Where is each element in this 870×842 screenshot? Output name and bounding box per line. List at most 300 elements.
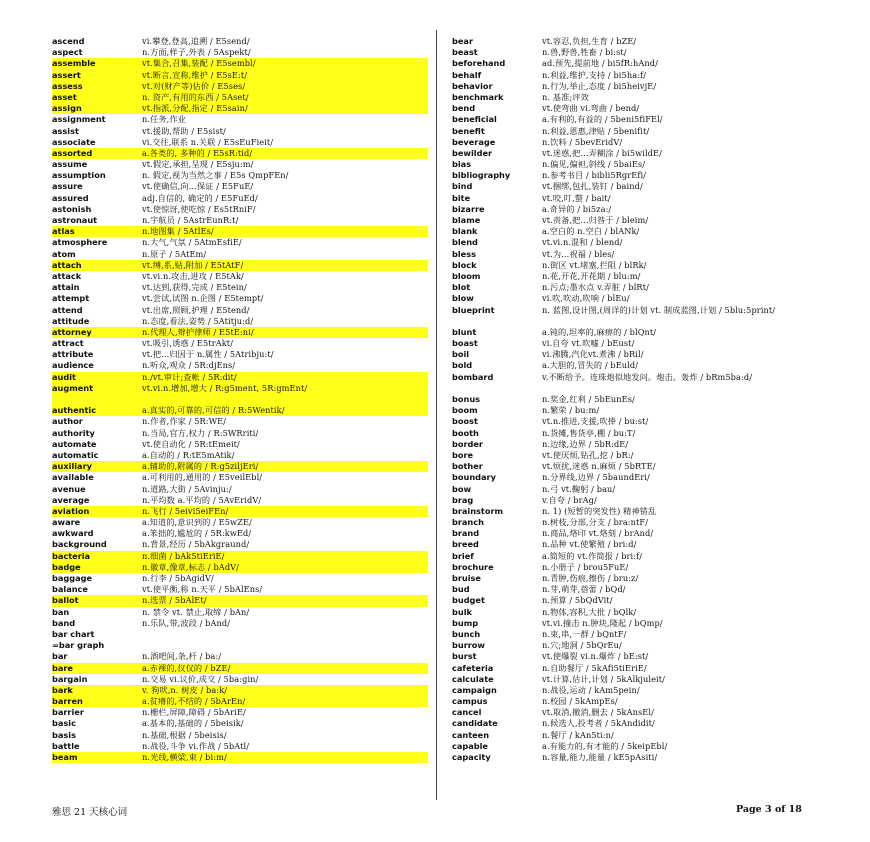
vocab-definition: vi.吹,吹动,吹响 / blEu/ xyxy=(542,293,630,304)
vocab-entry xyxy=(452,282,794,293)
vocab-word: awkward xyxy=(52,528,94,539)
vocab-definition: v.不断给予。连珠炮似地发问。炮击。轰炸 / bRm5ba:d/ xyxy=(542,371,753,382)
vocab-entry xyxy=(452,696,794,707)
vocab-definition: n.边缘,边界 / 5bR:dE/ xyxy=(542,438,629,449)
vocab-entry xyxy=(52,193,428,204)
vocab-word: barrier xyxy=(52,707,84,718)
vocab-entry xyxy=(452,58,794,69)
vocab-definition: n.品种 vt.使繁殖 / bri:d/ xyxy=(542,539,637,550)
vocab-definition: n.代理人,辩护律师 / E5tE:ni/ xyxy=(142,326,254,337)
vocab-word: attack xyxy=(52,270,82,281)
vocab-entry xyxy=(452,651,794,662)
vocab-definition: n.方面,样子,外表 / 5Aspekt/ xyxy=(142,47,251,58)
vocab-entry xyxy=(52,663,428,674)
vocab-entry xyxy=(52,159,428,170)
vocab-definition: n.徽章,像章,标志 / bAdV/ xyxy=(142,561,240,572)
vocab-word: bark xyxy=(52,684,73,695)
vocab-word: cancel xyxy=(452,707,482,718)
vocab-definition: vt.把…归因于 n.属性 / 5Atribju:t/ xyxy=(142,349,274,360)
vocab-word: assorted xyxy=(52,147,93,158)
vocab-word: blueprint xyxy=(452,304,495,315)
vocab-definition: n.货摊,售货亭,棚 / bu:T/ xyxy=(542,427,636,438)
vocab-definition: n.容量,能力,能量 / kE5pAsiti/ xyxy=(542,752,658,763)
vocab-word: background xyxy=(52,539,107,550)
vocab-definition: n.分界线,边界 / 5baundEri/ xyxy=(542,472,650,483)
vocab-definition: ad.预先,提前地 / bi5fR:hAnd/ xyxy=(542,58,659,69)
vocab-definition: n.行李 / 5bAgidV/ xyxy=(142,573,214,584)
vocab-word: bacteria xyxy=(52,550,91,561)
vocab-definition: vt.使平衡,称 n.天平 / 5bAlEns/ xyxy=(142,584,263,595)
vocab-definition: n.商品,烙印 vt.烙刻 / brAnd/ xyxy=(542,528,654,539)
vocab-word: boom xyxy=(452,405,478,416)
vocab-word: behavior xyxy=(452,80,493,91)
vocab-word: canteen xyxy=(452,729,490,740)
vocab-word: assign xyxy=(52,103,82,114)
vocab-word: brief xyxy=(452,550,474,561)
vocab-entry xyxy=(52,551,428,562)
vocab-entry xyxy=(452,484,794,495)
vocab-definition: vt.n.推进,支援,吹捧 / bu:st/ xyxy=(542,416,649,427)
vocab-word: avenue xyxy=(52,483,86,494)
vocab-word: brand xyxy=(452,528,480,539)
vocab-definition: n.偏见,偏袒,斜线 / 5baiEs/ xyxy=(542,159,646,170)
vocab-entry xyxy=(52,450,428,461)
vocab-entry xyxy=(452,562,794,573)
vocab-definition: n.候选人,投考者 / 5kAndidit/ xyxy=(542,718,655,729)
vocab-word: beam xyxy=(52,752,78,763)
vocab-entry xyxy=(452,730,794,741)
vocab-entry xyxy=(452,629,794,640)
vocab-definition: n.光线,横梁,束 / bi:m/ xyxy=(142,752,227,763)
vocab-definition: a.简短的 vt.作简报 / bri:f/ xyxy=(542,550,643,561)
vocab-definition: vt.捆绑,包扎,装钉 / baind/ xyxy=(542,181,643,192)
vocab-entry xyxy=(452,81,794,92)
vocab-entry xyxy=(52,372,428,383)
vocab-entry xyxy=(452,249,794,260)
vocab-word: bend xyxy=(452,103,476,114)
vocab-definition: n.污点;墨水点 v.弄脏 / blRt/ xyxy=(542,282,649,293)
vocab-definition: n.校园 / 5kAmpEs/ xyxy=(542,696,618,707)
vocab-word: audience xyxy=(52,360,94,371)
vocab-definition: n.花,开花,开花期 / blu:m/ xyxy=(542,270,641,281)
vocab-word: bulk xyxy=(452,606,472,617)
vocab-definition: n. 1) (短暂的突发性) 精神错乱 xyxy=(542,505,657,516)
vocab-entry xyxy=(452,338,794,349)
vocab-entry xyxy=(452,428,794,439)
vocab-word: attain xyxy=(52,282,80,293)
vocab-definition: a.大胆的,冒失的 / bEuld/ xyxy=(542,360,639,371)
vocab-word: blank xyxy=(452,226,478,237)
vocab-word: booth xyxy=(452,427,479,438)
vocab-word: assume xyxy=(52,159,88,170)
vocab-definition: n.背景,经历 / 5bAkgraund/ xyxy=(142,539,250,550)
vocab-entry xyxy=(452,47,794,58)
vocab-word: bow xyxy=(452,483,472,494)
vocab-definition: vt.集合,召集,装配 / E5sembl/ xyxy=(142,58,256,69)
vocab-word: bargain xyxy=(52,673,88,684)
vocab-definition: vt.假定,承担,呈现 / E5sju:m/ xyxy=(142,159,254,170)
vocab-definition: vt.使爆裂 vi.n.爆炸 / bE:st/ xyxy=(542,651,649,662)
vocab-entry xyxy=(452,70,794,81)
vocab-definition: vi.交往,联系 n.关联 / E5sEuFieit/ xyxy=(142,136,274,147)
vocab-entry xyxy=(452,506,794,517)
vocab-entry xyxy=(452,114,794,125)
vocab-word: attribute xyxy=(52,349,94,360)
vocab-word: beneficial xyxy=(452,114,497,125)
vocab-entry xyxy=(452,36,794,47)
vocab-entry xyxy=(52,103,428,114)
vocab-word: blend xyxy=(452,237,478,248)
vocab-word: automatic xyxy=(52,449,99,460)
vocab-entry xyxy=(52,640,428,651)
vocab-word: assess xyxy=(52,80,83,91)
vocab-word: bud xyxy=(452,584,470,595)
vocab-entry xyxy=(52,607,428,618)
vocab-word: bar xyxy=(52,651,68,662)
vocab-definition: vt.vi.撞击 n.肿块,隆起 / bQmp/ xyxy=(542,617,663,628)
vocab-word: bind xyxy=(452,181,473,192)
vocab-word: breed xyxy=(452,539,479,550)
vocab-entry xyxy=(52,148,428,159)
vocab-definition: a.有利的,有益的 / 5beni5fiFEl/ xyxy=(542,114,663,125)
vocab-definition: vt.迷惑,把…弄糊涂 / bi5wildE/ xyxy=(542,147,662,158)
vocab-entry xyxy=(452,741,794,752)
vocab-entry xyxy=(452,674,794,685)
vocab-definition: a.可利用的,通用的 / E5veilEbl/ xyxy=(142,472,263,483)
vocab-word: burst xyxy=(452,651,477,662)
vocab-word: atom xyxy=(52,248,76,259)
vocab-entry xyxy=(52,137,428,148)
vocab-definition: vi.攀登,登高,追溯 / E5send/ xyxy=(142,36,250,46)
vocab-definition: n.参考书目 / bibli5RgrEfi/ xyxy=(542,170,647,181)
vocab-word: associate xyxy=(52,136,96,147)
vocab-definition: n.饮料 / 5bevEridV/ xyxy=(542,136,623,147)
vocab-definition: n.街区 vt.堵塞,拦阻 / blRk/ xyxy=(542,259,647,270)
vocab-definition: n.青肿,伤痕,擦伤 / bru:z/ xyxy=(542,573,639,584)
vocab-word: blow xyxy=(452,293,474,304)
vocab-definition: vt.为…祝福 / bles/ xyxy=(542,248,615,259)
vocab-entry xyxy=(52,305,428,316)
vocab-entry xyxy=(452,405,794,416)
vocab-definition: n.道路,大街 / 5Avinju:/ xyxy=(142,483,232,494)
vocab-definition: vt.断言,宣称,维护 / E5sE:t/ xyxy=(142,69,248,80)
vocab-entry xyxy=(452,685,794,696)
vocab-definition: a.真实的,可靠的,可信的 / R:5Wentik/ xyxy=(142,405,285,416)
vocab-entry xyxy=(52,484,428,495)
vocab-entry xyxy=(452,618,794,629)
vocab-word: attitude xyxy=(52,315,90,326)
vocab-word: behalf xyxy=(452,69,482,80)
vocab-entry xyxy=(452,92,794,103)
vocab-entry xyxy=(52,349,428,360)
vocab-word: assemble xyxy=(52,58,96,69)
vocab-entry xyxy=(452,752,794,763)
vocab-word: auxiliary xyxy=(52,461,92,472)
vocab-word: badge xyxy=(52,561,81,572)
vocab-word: budget xyxy=(452,595,485,606)
vocab-definition: n.餐厅 / kAn5ti:n/ xyxy=(542,729,614,740)
vocab-word: band xyxy=(52,617,76,628)
vocab-word: ballot xyxy=(52,595,79,606)
vocab-entry xyxy=(52,271,428,282)
vocab-word: astonish xyxy=(52,203,92,214)
vocab-definition: n.基础,根据 / 5beisis/ xyxy=(142,729,227,740)
vocab-word: attend xyxy=(52,304,83,315)
vocab-definition: n.选票 / 5bAlEt/ xyxy=(142,595,207,606)
vocab-definition: a.基本的,基础的 / 5beisik/ xyxy=(142,718,244,729)
vocab-word: audit xyxy=(52,371,76,382)
vocab-word: balance xyxy=(52,584,88,595)
vocab-entry xyxy=(52,70,428,81)
vocab-definition: n.飞行 / 5eivi5eiFEn/ xyxy=(142,505,229,516)
vocab-entry xyxy=(452,539,794,550)
vocab-definition: n.地图集 / 5AtlEs/ xyxy=(142,226,214,237)
vocab-word: branch xyxy=(452,517,484,528)
vocab-definition: n.交易 vi.议价,成交 / 5ba:gin/ xyxy=(142,673,259,684)
vocab-definition: n. 资产,有用的东西 / 5Aset/ xyxy=(142,91,249,102)
vocab-word: bloom xyxy=(452,270,481,281)
vocab-definition: vt.使厌烦,钻孔,挖 / bR:/ xyxy=(542,449,634,460)
column-divider xyxy=(436,30,437,800)
vocab-word: augment xyxy=(52,382,94,393)
vocab-word: blot xyxy=(452,282,471,293)
vocab-entry xyxy=(452,439,794,450)
vocab-definition: n.听众,观众 / 5R:djEns/ xyxy=(142,360,236,371)
vocab-definition: vt.缚,系,贴,附加 / E5tAtF/ xyxy=(142,259,244,270)
vocab-entry xyxy=(52,126,428,137)
vocab-word: boundary xyxy=(452,472,496,483)
vocab-definition: n.穴;地洞 / 5bQrEu/ xyxy=(542,640,622,651)
vocab-word: brainstorm xyxy=(452,505,504,516)
vocab-entry xyxy=(452,450,794,461)
vocab-definition: n.乐队,带,波段 / bAnd/ xyxy=(142,617,231,628)
vocab-word: bless xyxy=(452,248,476,259)
vocab-word: boast xyxy=(452,338,478,349)
vocab-entry xyxy=(52,327,428,338)
vocab-definition: n./vt.审计;查帐 / 5R:dit/ xyxy=(142,371,237,382)
vocab-definition: n.自助餐厅 / 5kAfi5tiEriE/ xyxy=(542,662,647,673)
vocab-entry xyxy=(52,226,428,237)
vocab-definition: n.当局,官方,权力 / R:5WRriti/ xyxy=(142,427,259,438)
vocab-entry xyxy=(52,405,428,416)
vocab-entry xyxy=(52,651,428,662)
vocab-word: border xyxy=(452,438,483,449)
vocab-word: assert xyxy=(52,69,81,80)
vocab-entry xyxy=(52,58,428,69)
vocab-definition: n.奖金,红利 / 5bEunEs/ xyxy=(542,394,635,405)
vocab-word: burrow xyxy=(452,640,485,651)
vocab-word: ascend xyxy=(52,36,85,46)
page-number: Page 3 of 18 xyxy=(736,804,802,815)
vocab-entry xyxy=(452,663,794,674)
vocab-entry xyxy=(52,181,428,192)
vocab-word: author xyxy=(52,416,83,427)
vocab-definition: vt.使弯曲 vi.弯曲 / bend/ xyxy=(542,103,640,114)
vocab-definition: n.战役,运动 / kAm5pein/ xyxy=(542,684,640,695)
vocab-entry xyxy=(52,685,428,696)
vocab-entry xyxy=(452,305,794,327)
vocab-word: aware xyxy=(52,517,81,528)
vocab-definition: vt.出席,照顾,护理 / E5tend/ xyxy=(142,304,250,315)
vocab-definition: vt.达到,获得,完成 / E5tein/ xyxy=(142,282,247,293)
vocab-entry xyxy=(452,181,794,192)
vocab-word: automate xyxy=(52,438,97,449)
vocab-entry xyxy=(452,237,794,248)
vocab-word: blunt xyxy=(452,326,477,337)
vocab-definition: n.兽,野兽,牲畜 / bi:st/ xyxy=(542,47,627,58)
vocab-definition: n.态度,看法,姿势 / 5Atitju:d/ xyxy=(142,315,254,326)
vocab-entry xyxy=(52,383,428,405)
vocab-word: campus xyxy=(452,696,488,707)
vocab-word: block xyxy=(452,259,477,270)
vocab-definition: vt.指派,分配,指定 / E5sain/ xyxy=(142,103,248,114)
vocab-entry xyxy=(452,193,794,204)
vocab-definition: n.栅栏,屏障,障碍 / 5bAriE/ xyxy=(142,707,246,718)
vocab-entry xyxy=(52,472,428,483)
vocab-definition: n. 基准;评效 xyxy=(542,91,589,102)
vocab-word: =bar graph xyxy=(52,640,105,651)
vocab-word: bear xyxy=(452,36,473,46)
vocab-word: bar chart xyxy=(52,628,95,639)
vocab-entry xyxy=(52,92,428,103)
vocab-entry xyxy=(52,439,428,450)
vocab-word: bore xyxy=(452,449,474,460)
vocab-word: calculate xyxy=(452,673,494,684)
vocab-entry xyxy=(52,528,428,539)
vocab-entry xyxy=(452,159,794,170)
vocab-word: benchmark xyxy=(452,91,504,102)
vocab-entry xyxy=(52,204,428,215)
vocab-word: attract xyxy=(52,338,84,349)
vocab-definition: vt.vi.n.增加,增大 / R:g5ment, 5R:gmEnt/ xyxy=(142,382,308,393)
vocab-entry xyxy=(52,260,428,271)
vocab-definition: a.钝的,坦率的,麻痹的 / blQnt/ xyxy=(542,326,657,337)
vocab-word: assure xyxy=(52,181,83,192)
vocab-entry xyxy=(52,517,428,528)
vocab-entry xyxy=(452,103,794,114)
vocab-entry xyxy=(52,428,428,439)
vocab-entry xyxy=(52,595,428,606)
vocab-definition: vt.使确信,向…保证 / E5FuE/ xyxy=(142,181,254,192)
vocab-definition: vt.咬,叮,螫 / bait/ xyxy=(542,192,611,203)
vocab-definition: n.原子 / 5AtEm/ xyxy=(142,248,207,259)
vocab-definition: a.自动的 / R:tE5mAtik/ xyxy=(142,449,235,460)
vocab-word: capable xyxy=(452,740,488,751)
vocab-entry xyxy=(452,551,794,562)
vocab-definition: v.自夸 / brAg/ xyxy=(542,494,597,505)
vocab-entry xyxy=(52,573,428,584)
vocab-definition: n. 禁令 vt. 禁止,取缔 / bAn/ xyxy=(142,606,250,617)
vocab-definition: a.赤裸的,仅仅的 / bZE/ xyxy=(142,662,231,673)
vocab-word: authority xyxy=(52,427,95,438)
vocab-word: aviation xyxy=(52,505,90,516)
vocab-definition: vi.沸腾,汽化vt.煮沸 / bRil/ xyxy=(542,349,644,360)
vocab-entry xyxy=(452,148,794,159)
vocab-entry xyxy=(52,730,428,741)
vocab-entry xyxy=(52,360,428,371)
vocab-entry xyxy=(452,718,794,729)
vocab-entry xyxy=(52,293,428,304)
vocab-definition: vi.自夸 vt.吹嘘 / bEust/ xyxy=(542,338,635,349)
vocab-word: bump xyxy=(452,617,479,628)
footer-title: 雅思 21 天核心词 xyxy=(52,807,128,818)
vocab-word: boil xyxy=(452,349,470,360)
vocab-entry xyxy=(452,495,794,506)
vocab-definition: a.辅助的,附属的 / R:g5ziljEri/ xyxy=(142,461,259,472)
vocab-word: astronaut xyxy=(52,215,98,225)
vocab-entry xyxy=(52,461,428,472)
vocab-definition: n.束,串,一群 / bQntF/ xyxy=(542,628,627,639)
vocab-entry xyxy=(452,327,794,338)
vocab-word: battle xyxy=(52,740,80,751)
vocab-definition: n.平均数 a.平均的 / 5AvEridV/ xyxy=(142,494,262,505)
vocab-word: available xyxy=(52,472,94,483)
vocab-definition: n.小册子 / brou5FuE/ xyxy=(542,561,629,572)
vocab-word: bonus xyxy=(452,394,481,405)
vocab-entry xyxy=(452,137,794,148)
vocab-word: attempt xyxy=(52,293,90,304)
vocab-word: atmosphere xyxy=(52,237,108,248)
vocab-definition: a.贫瘠的,不结的 / 5bArEn/ xyxy=(142,696,246,707)
vocab-word: barren xyxy=(52,696,83,707)
vocab-definition: adj.自信的, 确定的 / E5FuEd/ xyxy=(142,192,258,203)
vocab-definition: n.芽,萌芽,蓓蕾 / bQd/ xyxy=(542,584,626,595)
vocab-definition: vt.援助,帮助 / E5sist/ xyxy=(142,125,226,136)
vocab-definition: n.弓 vt.鞠躬 / bau/ xyxy=(542,483,616,494)
left-column xyxy=(52,36,428,763)
vocab-definition: n.细菌 / bAk5tiEriE/ xyxy=(142,550,225,561)
vocab-entry xyxy=(52,539,428,550)
vocab-entry xyxy=(452,226,794,237)
vocab-entry xyxy=(452,271,794,282)
vocab-entry xyxy=(52,81,428,92)
vocab-word: bother xyxy=(452,461,483,472)
vocab-word: baggage xyxy=(52,573,93,584)
vocab-definition: n.酒吧间,条,杆 / ba:/ xyxy=(142,651,222,662)
vocab-entry xyxy=(52,696,428,707)
vocab-entry xyxy=(452,394,794,405)
vocab-definition: v. 狗吠,n. 树皮 / ba:k/ xyxy=(142,684,228,695)
vocab-word: average xyxy=(52,494,90,505)
vocab-definition: a.奇异的 / bi5za:/ xyxy=(542,203,612,214)
vocab-entry xyxy=(52,282,428,293)
vocab-definition: n.物体,容积,大批 / bQlk/ xyxy=(542,606,637,617)
vocab-word: brochure xyxy=(452,561,494,572)
vocab-entry xyxy=(52,495,428,506)
vocab-word: bruise xyxy=(452,573,481,584)
vocab-entry xyxy=(52,674,428,685)
vocab-entry xyxy=(52,215,428,226)
vocab-entry xyxy=(52,718,428,729)
vocab-word: boost xyxy=(452,416,478,427)
vocab-word: assist xyxy=(52,125,79,136)
vocab-word: capacity xyxy=(452,752,491,763)
vocab-entry xyxy=(52,249,428,260)
vocab-word: bias xyxy=(452,159,472,170)
vocab-entry xyxy=(52,752,428,763)
vocab-word: brag xyxy=(452,494,474,505)
vocab-definition: n.利益,维护,支持 / bi5ha:f/ xyxy=(542,69,647,80)
vocab-word: bewilder xyxy=(452,147,493,158)
vocab-entry xyxy=(452,573,794,584)
vocab-entry xyxy=(452,707,794,718)
vocab-word: bite xyxy=(452,192,471,203)
vocab-word: campaign xyxy=(452,684,497,695)
vocab-definition: n.大气,气氛 / 5AtmEsfiE/ xyxy=(142,237,242,248)
vocab-word: assignment xyxy=(52,114,106,125)
vocab-definition: n.繁荣 / bu:m/ xyxy=(542,405,600,416)
vocab-definition: n.任务,作业 xyxy=(142,114,186,125)
